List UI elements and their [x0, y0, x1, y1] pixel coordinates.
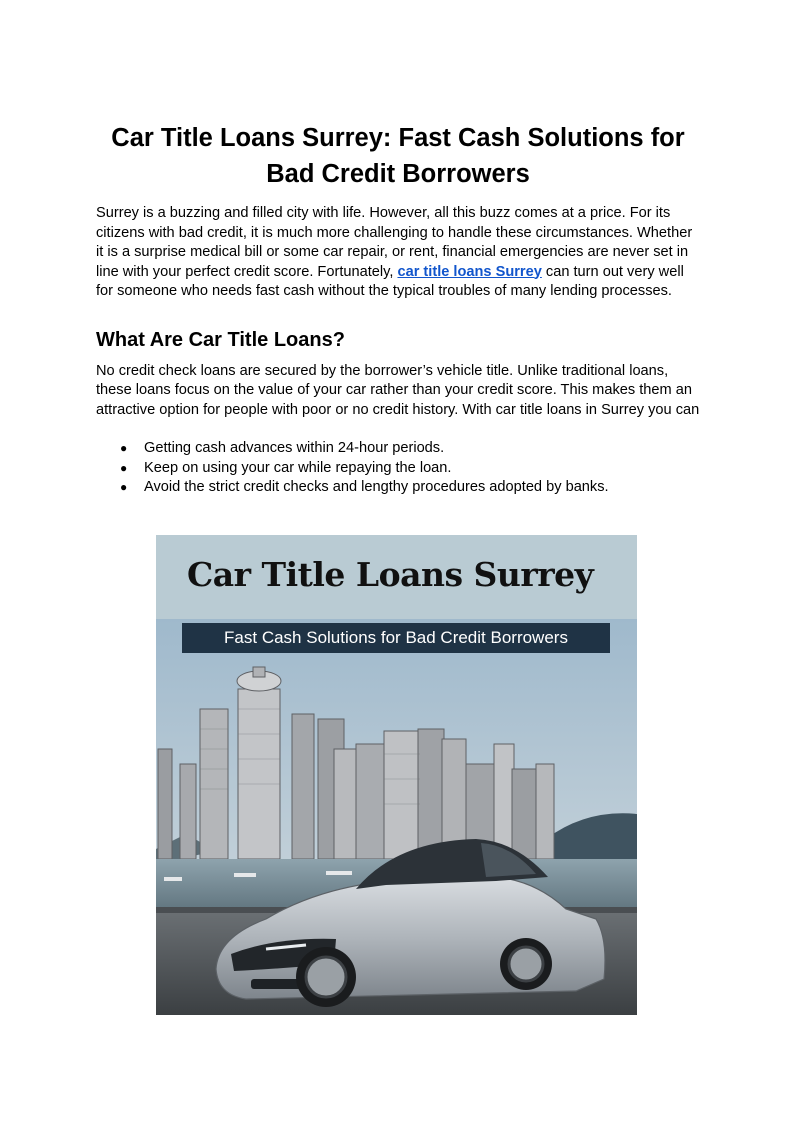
list-item: ● Avoid the strict credit checks and lengthy procedures adopted by banks. [96, 478, 700, 498]
banner-image [156, 535, 637, 1015]
banner-subtitle: Fast Cash Solutions for Bad Credit Borrowers [182, 623, 610, 653]
intro-text-end: can turn out very well for someone who needs fast cash without the typical troubles of many lending processes. [96, 263, 684, 299]
list-item: ● Getting cash advances within 24-hour periods. [96, 439, 700, 459]
intro-paragraph [96, 204, 700, 302]
document-page [96, 120, 700, 498]
bullet-icon: ● [120, 480, 128, 494]
section-paragraph: No credit check loans are secured by the borrower’s vehicle title. Unlike traditional loans, these loans focus on the value of your car rather than your credit score. This makes them an attractive option for people with poor or no credit history. With car title loans in Surrey you can [96, 362, 700, 418]
banner-title: Car Title Loans Surrey [187, 555, 594, 594]
list-item: ● Keep on using your car while repaying the loan. [96, 459, 700, 479]
bullet-icon: ● [120, 441, 128, 455]
bullet-icon: ● [120, 460, 128, 475]
intro-text-start: Surrey is a buzzing and filled city with life. However, all this buzz comes at a price. For its citizens with bad credit, it is much more challenging to handle these circumstances. Whether it is a surprise medical bill or some car repair, or rent, financial emergencies are never set in line with your perfect credit score. Fortunately, [96, 205, 693, 280]
page-title: Car Title Loans Surrey: Fast Cash Solutions for Bad Credit Borrowers [111, 124, 685, 188]
city-car-illustration [156, 619, 637, 1015]
benefits-list [96, 439, 700, 498]
section-heading: What Are Car Title Loans? [96, 328, 345, 351]
car-title-loans-surrey-link[interactable]: car title loans Surrey [397, 263, 542, 280]
